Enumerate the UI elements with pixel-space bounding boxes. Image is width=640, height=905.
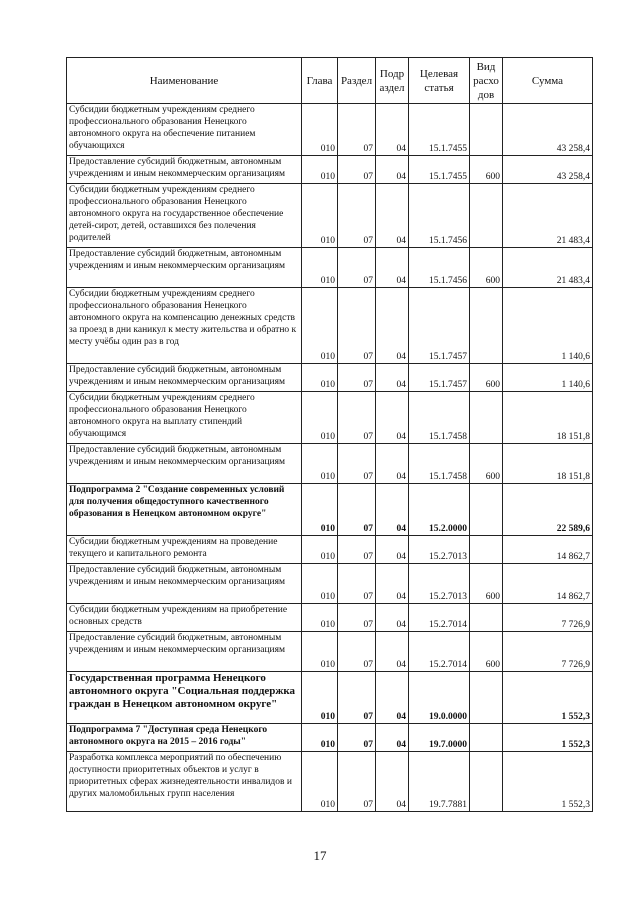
row-target-cell: 15.2.7014 bbox=[409, 632, 470, 672]
row-kind-cell: 600 bbox=[470, 632, 503, 672]
row-target-cell: 15.1.7458 bbox=[409, 392, 470, 444]
row-name-cell: Разработка комплекса мероприятий по обеспечению доступности приоритетных объектов и услуг в приоритетных сферах жизнедеятельности инвалидов и других маломобильных групп населения bbox=[67, 752, 302, 812]
table-row bbox=[67, 484, 593, 536]
row-subsection-cell: 04 bbox=[376, 248, 409, 288]
row-name-cell: Субсидии бюджетным учреждениям на проведение текущего и капитального ремонта bbox=[67, 536, 302, 564]
row-kind-cell: 600 bbox=[470, 156, 503, 184]
row-name-cell: Предоставление субсидий бюджетным, автономным учреждениям и иным некоммерческим организациям bbox=[67, 632, 302, 672]
row-chapter-cell: 010 bbox=[302, 672, 338, 724]
row-sum-cell: 22 589,6 bbox=[503, 484, 593, 536]
row-name-cell: Субсидии бюджетным учреждениям на приобретение основных средств bbox=[67, 604, 302, 632]
row-chapter-cell: 010 bbox=[302, 564, 338, 604]
row-target-cell: 15.1.7456 bbox=[409, 184, 470, 248]
row-section-cell: 07 bbox=[338, 248, 376, 288]
row-sum-cell: 14 862,7 bbox=[503, 564, 593, 604]
row-subsection-cell: 04 bbox=[376, 604, 409, 632]
row-name-cell: Предоставление субсидий бюджетным, автономным учреждениям и иным некоммерческим организациям bbox=[67, 248, 302, 288]
row-section-cell: 07 bbox=[338, 156, 376, 184]
row-section-cell: 07 bbox=[338, 752, 376, 812]
row-subsection-cell: 04 bbox=[376, 184, 409, 248]
row-target-cell: 15.1.7456 bbox=[409, 248, 470, 288]
table-row bbox=[67, 288, 593, 364]
row-sum-cell: 43 258,4 bbox=[503, 156, 593, 184]
row-name-cell: Предоставление субсидий бюджетным, автономным учреждениям и иным некоммерческим организациям bbox=[67, 364, 302, 392]
row-target-cell: 15.1.7457 bbox=[409, 364, 470, 392]
row-chapter-cell: 010 bbox=[302, 536, 338, 564]
row-kind-cell bbox=[470, 392, 503, 444]
header-chapter: Глава bbox=[302, 58, 338, 104]
table-row bbox=[67, 724, 593, 752]
row-sum-cell: 43 258,4 bbox=[503, 104, 593, 156]
row-kind-cell bbox=[470, 104, 503, 156]
row-sum-cell: 1 552,3 bbox=[503, 752, 593, 812]
row-section-cell: 07 bbox=[338, 184, 376, 248]
row-target-cell: 15.1.7455 bbox=[409, 104, 470, 156]
row-sum-cell: 21 483,4 bbox=[503, 184, 593, 248]
row-sum-cell: 21 483,4 bbox=[503, 248, 593, 288]
table-row bbox=[67, 184, 593, 248]
row-subsection-cell: 04 bbox=[376, 444, 409, 484]
row-sum-cell: 1 140,6 bbox=[503, 288, 593, 364]
row-subsection-cell: 04 bbox=[376, 288, 409, 364]
row-sum-cell: 7 726,9 bbox=[503, 604, 593, 632]
table-row bbox=[67, 104, 593, 156]
row-target-cell: 19.7.7881 bbox=[409, 752, 470, 812]
row-subsection-cell: 04 bbox=[376, 632, 409, 672]
row-subsection-cell: 04 bbox=[376, 364, 409, 392]
row-kind-cell bbox=[470, 672, 503, 724]
row-section-cell: 07 bbox=[338, 364, 376, 392]
row-kind-cell bbox=[470, 752, 503, 812]
table-row bbox=[67, 564, 593, 604]
row-kind-cell bbox=[470, 536, 503, 564]
row-section-cell: 07 bbox=[338, 484, 376, 536]
row-sum-cell: 1 552,3 bbox=[503, 672, 593, 724]
row-kind-cell: 600 bbox=[470, 444, 503, 484]
row-kind-cell: 600 bbox=[470, 564, 503, 604]
row-chapter-cell: 010 bbox=[302, 184, 338, 248]
table-header-row bbox=[67, 58, 593, 104]
row-target-cell: 15.2.7014 bbox=[409, 604, 470, 632]
row-chapter-cell: 010 bbox=[302, 724, 338, 752]
row-name-cell: Субсидии бюджетным учреждениям среднего профессионального образования Ненецкого автономного округа на государственное обеспечение детей-сирот, детей, оставшихся без полечения родителей bbox=[67, 184, 302, 248]
row-name-cell: Подпрограмма 7 "Доступная среда Ненецкого автономного округа на 2015 – 2016 годы" bbox=[67, 724, 302, 752]
row-chapter-cell: 010 bbox=[302, 288, 338, 364]
row-sum-cell: 18 151,8 bbox=[503, 444, 593, 484]
table-row bbox=[67, 604, 593, 632]
row-subsection-cell: 04 bbox=[376, 104, 409, 156]
row-section-cell: 07 bbox=[338, 288, 376, 364]
row-kind-cell bbox=[470, 184, 503, 248]
row-target-cell: 15.1.7455 bbox=[409, 156, 470, 184]
row-target-cell: 15.2.7013 bbox=[409, 536, 470, 564]
row-target-cell: 19.0.0000 bbox=[409, 672, 470, 724]
row-chapter-cell: 010 bbox=[302, 156, 338, 184]
row-subsection-cell: 04 bbox=[376, 392, 409, 444]
row-name-cell: Субсидии бюджетным учреждениям среднего профессионального образования Ненецкого автономного округа на обеспечение питанием обучающихся bbox=[67, 104, 302, 156]
row-sum-cell: 14 862,7 bbox=[503, 536, 593, 564]
row-chapter-cell: 010 bbox=[302, 604, 338, 632]
row-chapter-cell: 010 bbox=[302, 392, 338, 444]
row-section-cell: 07 bbox=[338, 724, 376, 752]
header-kind: Вид расхо дов bbox=[470, 58, 503, 104]
row-chapter-cell: 010 bbox=[302, 484, 338, 536]
row-name-cell: Субсидии бюджетным учреждениям среднего профессионального образования Ненецкого автономного округа на выплату стипендий обучающимся bbox=[67, 392, 302, 444]
table-row bbox=[67, 364, 593, 392]
budget-table bbox=[66, 57, 593, 812]
row-name-cell: Субсидии бюджетным учреждениям среднего профессионального образования Ненецкого автономного округа на компенсацию денежных средств за проезд в дни каникул к месту жительства и обратно к месту учёбы один раз в год bbox=[67, 288, 302, 364]
row-name-cell: Подпрограмма 2 "Создание современных условий для получения общедоступного качественного образования в Ненецком автономном округе" bbox=[67, 484, 302, 536]
row-kind-cell: 600 bbox=[470, 248, 503, 288]
table-row bbox=[67, 536, 593, 564]
table-row bbox=[67, 248, 593, 288]
row-sum-cell: 18 151,8 bbox=[503, 392, 593, 444]
row-name-cell: Предоставление субсидий бюджетным, автономным учреждениям и иным некоммерческим организациям bbox=[67, 564, 302, 604]
row-subsection-cell: 04 bbox=[376, 752, 409, 812]
row-sum-cell: 1 140,6 bbox=[503, 364, 593, 392]
header-sum: Сумма bbox=[503, 58, 593, 104]
row-kind-cell bbox=[470, 604, 503, 632]
row-subsection-cell: 04 bbox=[376, 484, 409, 536]
row-target-cell: 15.2.7013 bbox=[409, 564, 470, 604]
row-sum-cell: 7 726,9 bbox=[503, 632, 593, 672]
table-row bbox=[67, 392, 593, 444]
table-row bbox=[67, 672, 593, 724]
row-target-cell: 15.2.0000 bbox=[409, 484, 470, 536]
header-name: Наименование bbox=[67, 58, 302, 104]
header-subsection: Подр аздел bbox=[376, 58, 409, 104]
row-section-cell: 07 bbox=[338, 632, 376, 672]
row-chapter-cell: 010 bbox=[302, 632, 338, 672]
row-chapter-cell: 010 bbox=[302, 752, 338, 812]
row-name-cell: Предоставление субсидий бюджетным, автономным учреждениям и иным некоммерческим организациям bbox=[67, 156, 302, 184]
row-section-cell: 07 bbox=[338, 104, 376, 156]
row-target-cell: 19.7.0000 bbox=[409, 724, 470, 752]
row-kind-cell bbox=[470, 288, 503, 364]
header-section: Раздел bbox=[338, 58, 376, 104]
table-row bbox=[67, 444, 593, 484]
page-number: 17 bbox=[313, 848, 327, 863]
row-chapter-cell: 010 bbox=[302, 248, 338, 288]
table-row bbox=[67, 752, 593, 812]
row-target-cell: 15.1.7458 bbox=[409, 444, 470, 484]
table-row bbox=[67, 632, 593, 672]
header-target: Целевая статья bbox=[409, 58, 470, 104]
row-section-cell: 07 bbox=[338, 604, 376, 632]
row-section-cell: 07 bbox=[338, 392, 376, 444]
row-subsection-cell: 04 bbox=[376, 564, 409, 604]
row-chapter-cell: 010 bbox=[302, 444, 338, 484]
row-name-cell: Государственная программа Ненецкого автономного округа "Социальная поддержка граждан в Ненецком автономном округе" bbox=[67, 672, 302, 724]
row-chapter-cell: 010 bbox=[302, 104, 338, 156]
row-subsection-cell: 04 bbox=[376, 724, 409, 752]
row-section-cell: 07 bbox=[338, 536, 376, 564]
row-chapter-cell: 010 bbox=[302, 364, 338, 392]
table-row bbox=[67, 156, 593, 184]
row-section-cell: 07 bbox=[338, 672, 376, 724]
row-subsection-cell: 04 bbox=[376, 672, 409, 724]
row-sum-cell: 1 552,3 bbox=[503, 724, 593, 752]
row-kind-cell bbox=[470, 724, 503, 752]
row-section-cell: 07 bbox=[338, 564, 376, 604]
row-subsection-cell: 04 bbox=[376, 156, 409, 184]
row-name-cell: Предоставление субсидий бюджетным, автономным учреждениям и иным некоммерческим организациям bbox=[67, 444, 302, 484]
row-kind-cell: 600 bbox=[470, 364, 503, 392]
row-kind-cell bbox=[470, 484, 503, 536]
row-subsection-cell: 04 bbox=[376, 536, 409, 564]
row-target-cell: 15.1.7457 bbox=[409, 288, 470, 364]
row-section-cell: 07 bbox=[338, 444, 376, 484]
